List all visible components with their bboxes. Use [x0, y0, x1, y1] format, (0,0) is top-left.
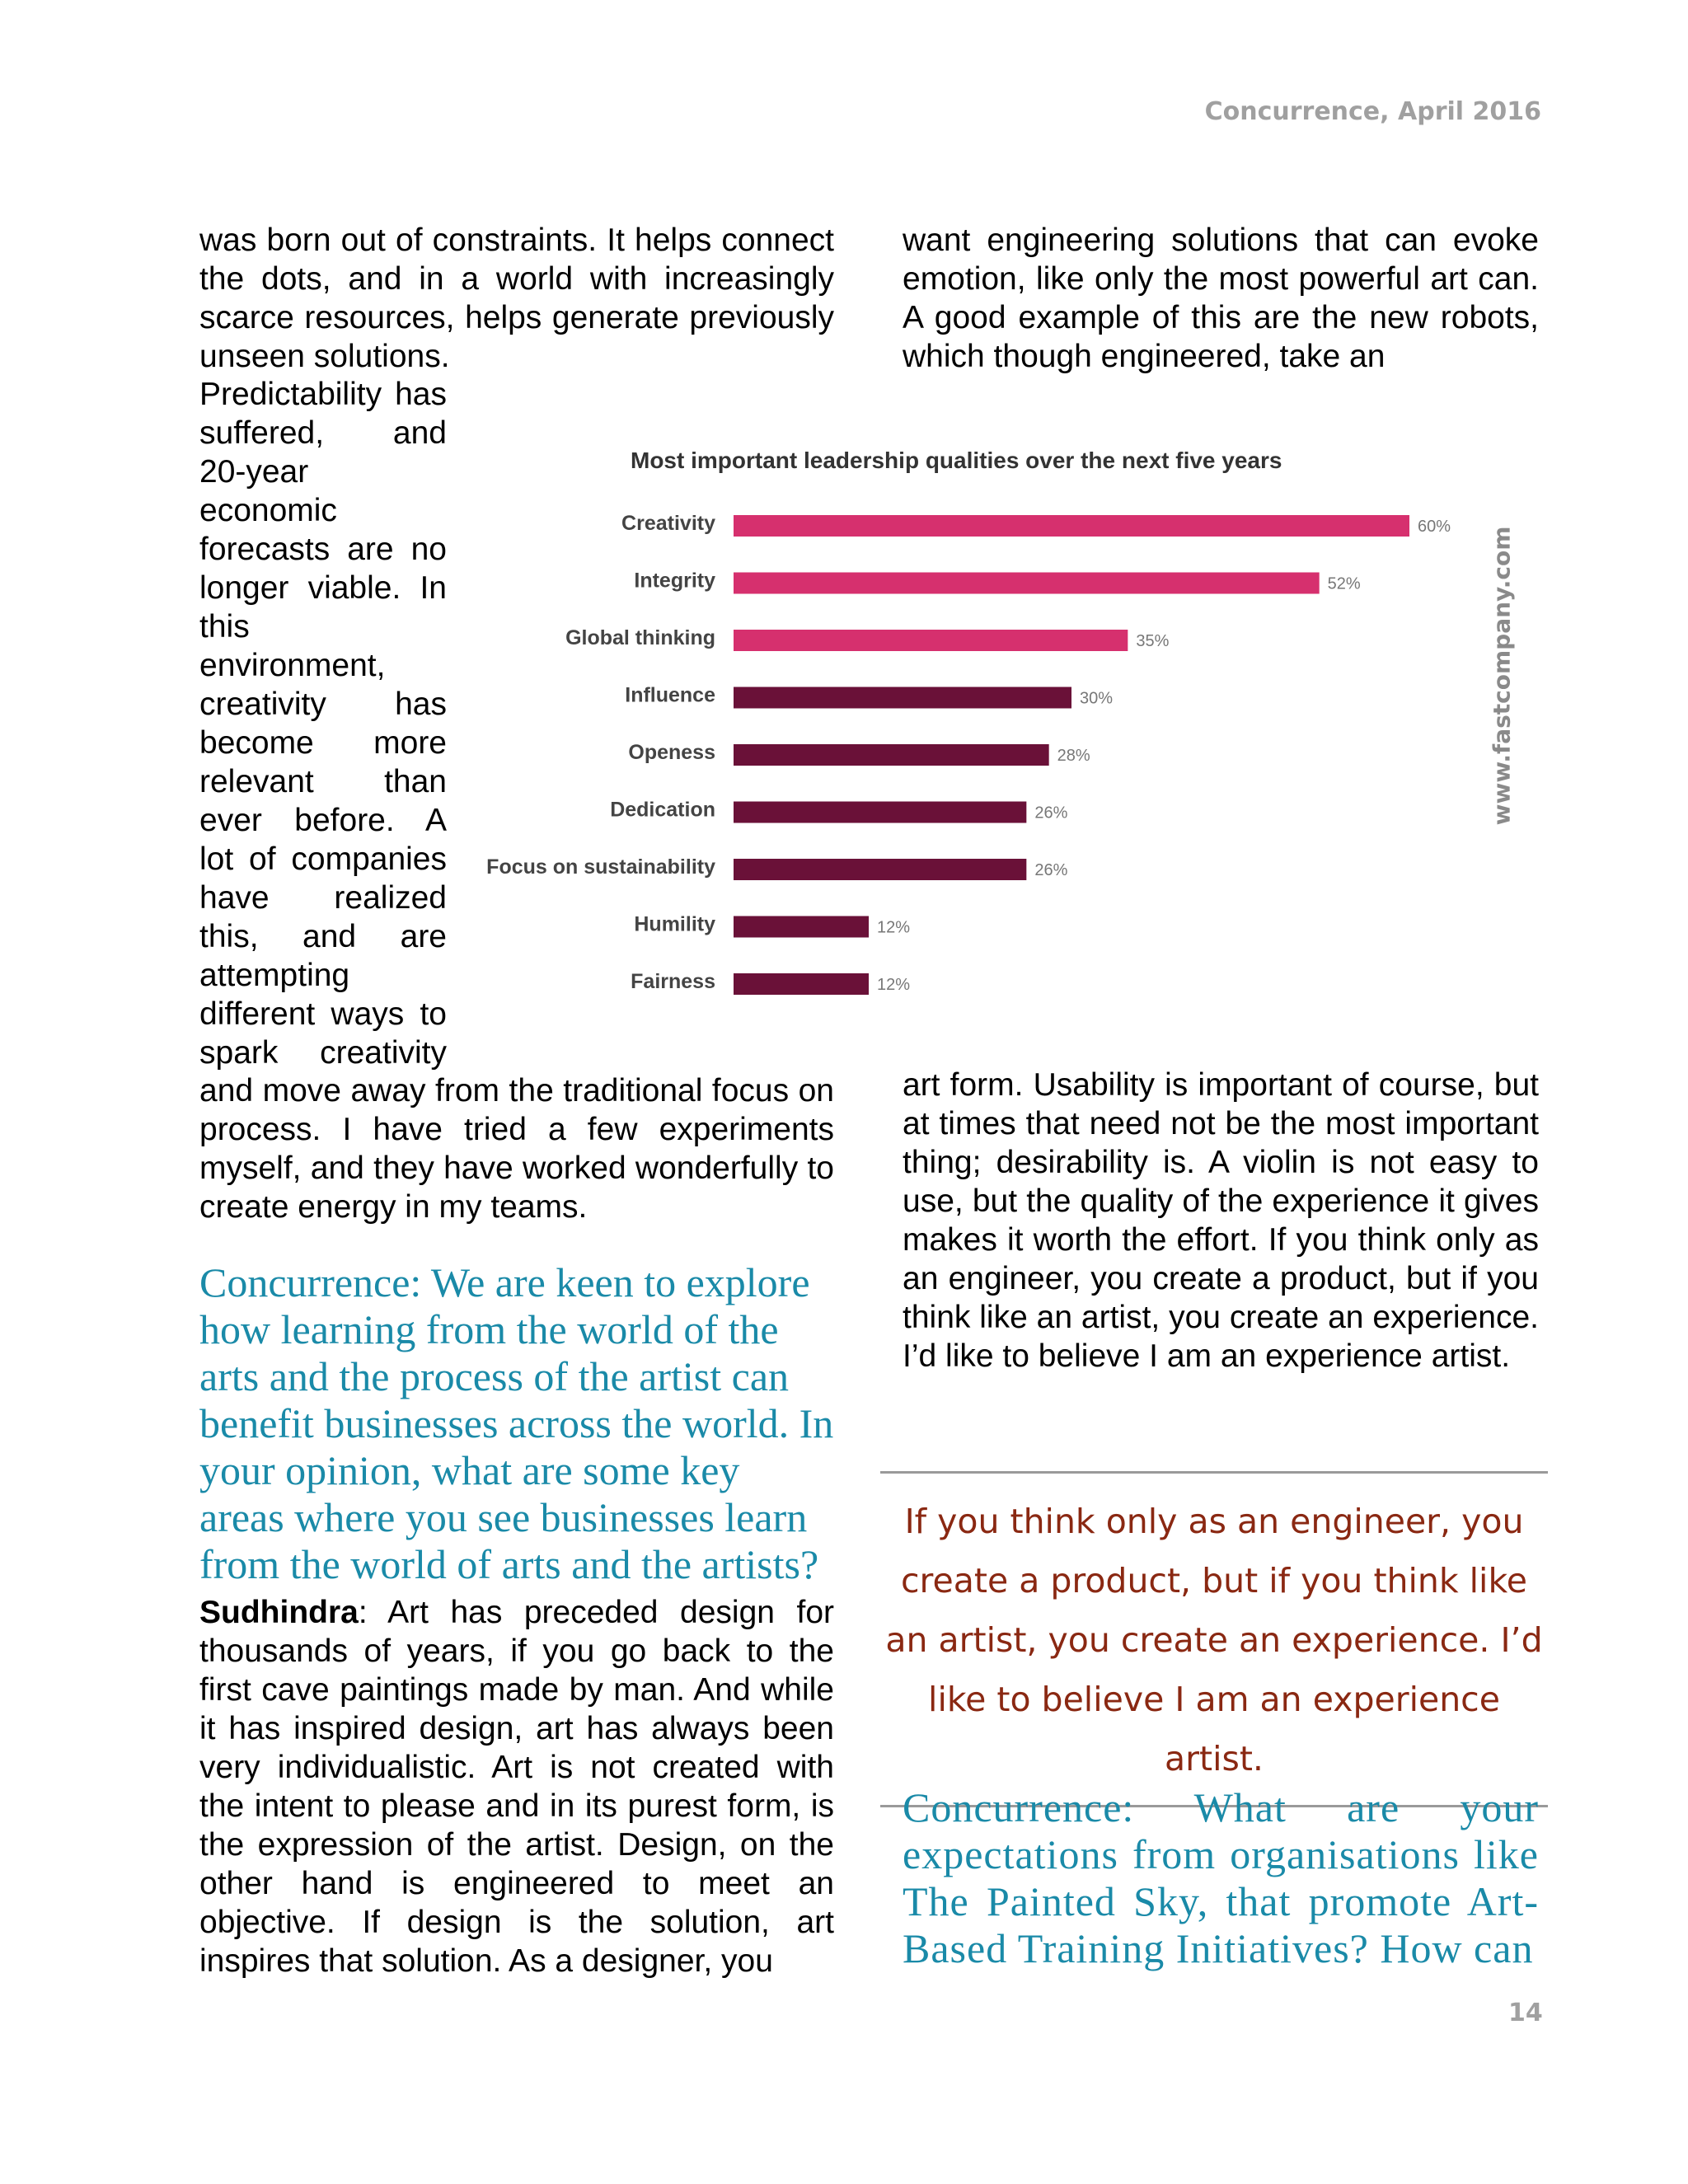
left-column-continued [199, 1071, 834, 1226]
category-label: Creativity [621, 512, 715, 535]
bar [734, 916, 869, 938]
category-label: Global thinking [565, 626, 715, 649]
wrap-line: attempting [199, 958, 350, 993]
bar [734, 573, 1320, 594]
wrap-line: Predictability has [199, 377, 447, 412]
pull-quote-text: If you think only as an engineer, you create a product, but if you think like an artist, you create an experience. I’d like to believe I am an experience artist. [885, 1502, 1543, 1779]
wrap-line: lot of companies [199, 841, 447, 877]
category-label: Openess [628, 741, 715, 764]
value-label: 30% [1080, 689, 1114, 708]
bar [734, 630, 1128, 651]
leadership-qualities-chart [482, 445, 1471, 1014]
right-column-top [903, 221, 1539, 376]
bar [734, 515, 1409, 537]
body-paragraph: want engineering solutions that can evoke emotion, like only the most powerful art can. A good example of this are the new robots, which though engineered, take an [903, 223, 1539, 374]
chart-title: Most important leadership qualities over the next five years [631, 448, 1282, 473]
bar [734, 859, 1026, 880]
pull-quote [880, 1471, 1548, 1807]
wrap-line: environment, [199, 648, 386, 683]
wrap-line: ever before. A [199, 803, 447, 838]
category-label: Focus on sustainability [486, 855, 715, 879]
wrap-line: suffered, and [199, 415, 447, 451]
value-label: 52% [1327, 574, 1361, 593]
category-label: Fairness [631, 970, 715, 993]
wrap-line: forecasts are no [199, 532, 447, 567]
wrap-line: this [199, 609, 250, 644]
wrap-line: economic [199, 493, 337, 528]
value-label: 26% [1034, 861, 1068, 879]
bar [734, 687, 1071, 709]
bar [734, 973, 869, 995]
wrap-line: this, and are [199, 919, 447, 954]
wrap-line: 20-year [199, 454, 309, 490]
value-label: 28% [1057, 747, 1090, 765]
chart-bars [486, 512, 1451, 995]
left-column-top [199, 221, 834, 376]
interview-question-2: Concurrence: What are your expectations from organisations like The Painted Sky, that promote Art-Based Training Initiatives? How can [903, 1784, 1539, 1971]
interview-answer [199, 1593, 834, 1980]
body-paragraph: and move away from the traditional focus on process. I have tried a few experiments myself, and they have worked wonderfully to create energy in my teams. [199, 1073, 834, 1225]
wrap-line: longer viable. In [199, 570, 447, 606]
source-credit-text: www.fastcompany.com [1488, 526, 1516, 826]
bar [734, 802, 1026, 823]
wrap-line: spark creativity [199, 1035, 447, 1071]
source-credit [1485, 526, 1518, 826]
value-label: 26% [1034, 804, 1068, 823]
interview-question: Concurrence: We are keen to explore how learning from the world of the arts and the process of the artist can benefit businesses across the world. In your opinion, what are some key areas where you see businesses learn from the world of arts and the artists? [199, 1259, 834, 1587]
category-label: Humility [634, 912, 715, 936]
wrap-line: creativity has [199, 687, 447, 722]
answer-text: : Art has preceded design for thousands of years, if you go back to the first cave paintings made by man. And while it has inspired design, art has always been very individualistic. Art is not created with the intent to please and in its purest form, is the expression of the artist. Design, on the other hand is engineered to meet an objective. If design is the solution, art inspires that solution. As a designer, you [199, 1595, 834, 1979]
wrap-line: relevant than [199, 764, 447, 799]
left-wrap-column [199, 375, 447, 1072]
value-label: 12% [877, 976, 911, 994]
value-label: 60% [1418, 518, 1451, 536]
wrap-line: have realized [199, 880, 447, 916]
category-label: Influence [625, 683, 715, 707]
category-label: Dedication [610, 798, 715, 822]
speaker-name: Sudhindra [199, 1595, 359, 1630]
category-label: Integrity [634, 569, 715, 593]
value-label: 35% [1136, 632, 1170, 650]
body-paragraph: was born out of constraints. It helps connect the dots, and in a world with increasingly scarce resources, helps generate previously unseen solutions. [199, 223, 834, 374]
right-column-middle [903, 1066, 1539, 1376]
wrap-line: become more [199, 725, 447, 761]
body-paragraph: art form. Usability is important of course, but at times that need not be the most important thing; desirability is. A violin is not easy to use, but the quality of the experience it gives makes it worth the effort. If you think only as an engineer, you create a product, but if you think like an artist, you create an experience. I’d like to believe I am an experience artist. [903, 1067, 1539, 1374]
value-label: 12% [877, 918, 911, 937]
page-number: 14 [1508, 1999, 1543, 2027]
publication-header: Concurrence, April 2016 [1204, 97, 1541, 126]
wrap-line: different ways to [199, 996, 447, 1032]
bar [734, 744, 1049, 766]
